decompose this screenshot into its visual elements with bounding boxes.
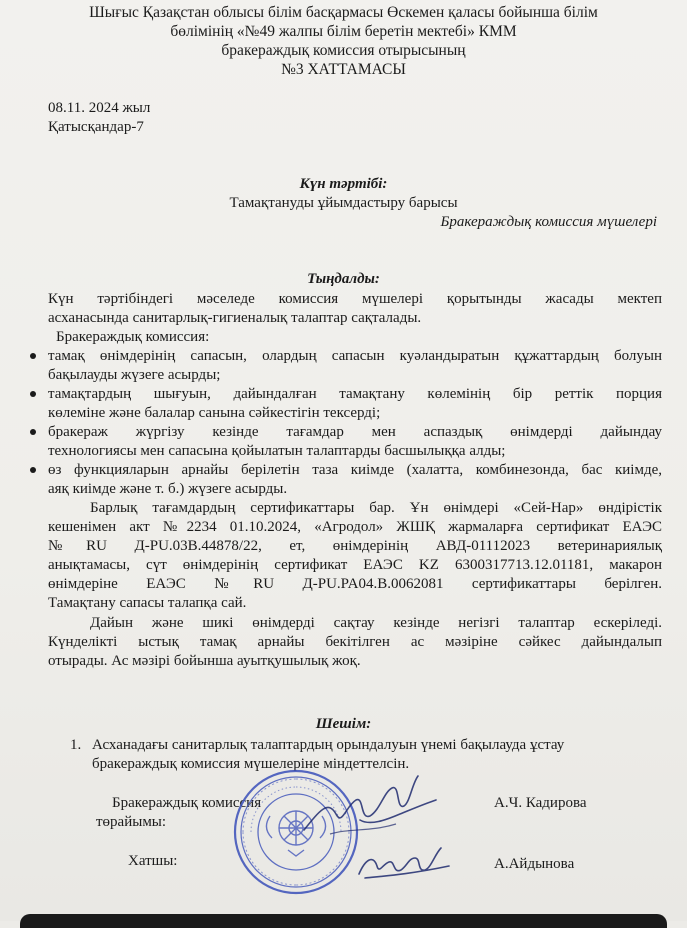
decision-line: Асханадағы санитарлық талаптардың орындалуын үнемі бақылауда ұстау bbox=[92, 737, 565, 753]
document-date: 08.11. 2024 жыл bbox=[48, 100, 151, 116]
decision-heading: Шешім: bbox=[315, 716, 372, 732]
paragraph-line: №RU Д-PU.03В.44878/22, ет, өнімдерінің АВД-01112023 ветеринариялық bbox=[48, 538, 662, 554]
header-line-2: бөлімінің «№49 жалпы білім беретін мектебі» КММ bbox=[170, 23, 517, 40]
paragraph-line: Барлық тағамдардың сертификаттары бар. Ұн өнімдері «Сей-Нар» өндірістік bbox=[90, 500, 662, 516]
bullet-line: көлеміне және балалар санына сәйкестігін тексерді; bbox=[48, 405, 381, 421]
paragraph-line: отырады. Ас мәзірі бойынша ауытқушылық жоқ. bbox=[48, 653, 361, 669]
chair-name: А.Ч. Кадирова bbox=[494, 795, 587, 811]
document-title: №3 ХАТТАМАСЫ bbox=[281, 61, 406, 78]
paragraph-line: асханасында санитарлық-гигиеналық талаптар сақталады. bbox=[48, 310, 422, 326]
bullet-line: тамақтардың шығуын, дайындалған тамақтану көлемінің бір реттік порция bbox=[48, 386, 662, 402]
agenda-item: Тамақтануды ұйымдастыру барысы bbox=[229, 195, 458, 211]
bullet-icon bbox=[30, 353, 36, 359]
participants-count: Қатысқандар-7 bbox=[48, 119, 144, 135]
paragraph-line: өнімдеріне ЕАЭС №RU Д-PU.PA04.B.0062081 сертификаттары берілген. bbox=[48, 576, 662, 592]
header-line-1: Шығыс Қазақстан облысы білім басқармасы Өскемен қаласы бойынша білім bbox=[89, 4, 598, 21]
chair-label: Бракераждық комиссия bbox=[112, 795, 262, 811]
decision-line: бракераждық комиссия мүшелеріне міндеттелсін. bbox=[92, 756, 410, 772]
bullet-icon bbox=[30, 429, 36, 435]
bullet-line: технологиясы мен сапасына қойылатын талаптарды басшылыққа алды; bbox=[48, 443, 506, 459]
secretary-name: А.Айдынова bbox=[494, 856, 575, 872]
paragraph-line: Дайын және шикі өнімдерді сақтау кезінде негізгі талаптар ескеріледі. bbox=[90, 615, 662, 631]
bullet-line: өз функцияларын арнайы берілетін таза киімде (халатта, комбинезонда, бас киімде, bbox=[48, 462, 662, 478]
paragraph-line: Күн тәртібіндегі мәселеде комиссия мүшелері қорытынды жасады мектеп bbox=[48, 291, 662, 307]
commission-intro: Бракераждық комиссия: bbox=[56, 329, 210, 345]
bullet-line: бракераж жүргізу кезінде тағамдар мен аспаздық өнімдерді дайындау bbox=[48, 424, 662, 440]
bullet-icon bbox=[30, 467, 36, 473]
paragraph-line: Тамақтану сапасы талапқа сай. bbox=[48, 595, 247, 611]
chair-signature bbox=[300, 770, 440, 850]
agenda-speaker: Бракераждық комиссия мүшелері bbox=[440, 214, 657, 230]
secretary-signature bbox=[355, 840, 455, 890]
secretary-label: Хатшы: bbox=[128, 853, 178, 869]
bottom-panel-edge bbox=[20, 914, 667, 928]
heard-heading: Тыңдалды: bbox=[307, 271, 380, 287]
paragraph-line: анықтамасы, сүт өнімдерінің сертификат ЕАЭС KZ 6300317713.12.01181, макарон bbox=[48, 557, 662, 573]
bullet-line: бақылауды жүзеге асырды; bbox=[48, 367, 221, 383]
bullet-line: тамақ өнімдерінің сапасын, олардың сапасын куәландыратын құжаттардың болуын bbox=[48, 348, 662, 364]
bullet-line: аяқ киімде және т. б.) жүзеге асырды. bbox=[48, 481, 288, 497]
agenda-heading: Күн тәртібі: bbox=[299, 176, 388, 192]
bullet-icon bbox=[30, 391, 36, 397]
decision-number: 1. bbox=[70, 737, 82, 753]
header-line-3: бракераждық комиссия отырысының bbox=[221, 42, 466, 59]
chair-label-2: төрайымы: bbox=[96, 814, 167, 830]
paragraph-line: Күнделікті ыстық тамақ арнайы бекітілген ас мәзіріне сәйкес дайындалып bbox=[48, 634, 662, 650]
paragraph-line: кешенімен акт №2234 01.10.2024, «Агродол» ЖШҚ жармаларға сертификат ЕАЭС bbox=[48, 519, 662, 535]
